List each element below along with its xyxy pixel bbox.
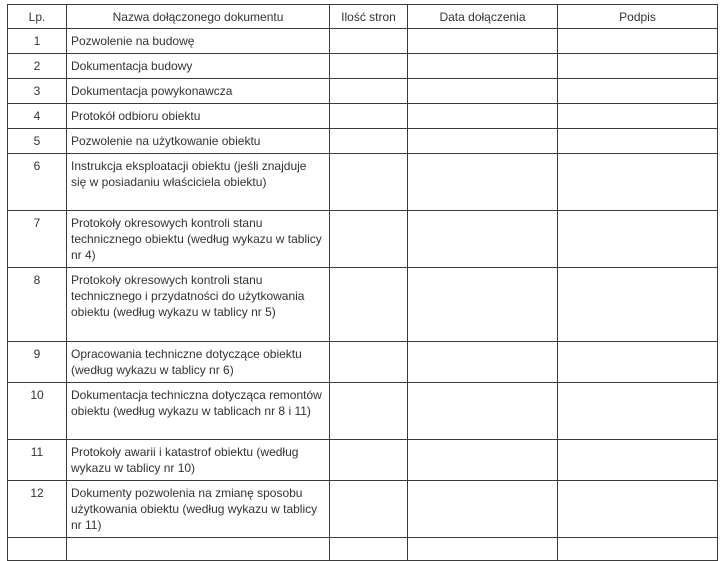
row-signature-cell (558, 129, 718, 154)
row-document-name (67, 538, 330, 561)
row-page-count-cell (330, 440, 408, 481)
row-date-cell (408, 54, 558, 79)
table-row (8, 79, 718, 104)
row-document-name: Dokumentacja powykonawcza (67, 79, 330, 104)
row-page-count-cell (330, 211, 408, 268)
row-document-name: Protokoły awarii i katastrof obiektu (według wykazu w tablicy nr 10) (67, 440, 330, 481)
row-signature-cell (558, 268, 718, 342)
row-page-count-cell (330, 129, 408, 154)
row-signature-cell (558, 104, 718, 129)
table-row (8, 383, 718, 440)
row-page-count-cell (330, 29, 408, 54)
row-document-name: Instrukcja eksploatacji obiektu (jeśli znajduje się w posiadaniu właściciela obiektu) (67, 154, 330, 211)
row-date-cell (408, 154, 558, 211)
table-header (8, 5, 718, 29)
row-page-count-cell (330, 154, 408, 211)
row-date-cell (408, 129, 558, 154)
row-lp: 6 (8, 154, 67, 211)
row-signature-cell (558, 342, 718, 383)
row-signature-cell (558, 79, 718, 104)
header-date-attached: Data dołączenia (408, 5, 558, 29)
row-lp: 7 (8, 211, 67, 268)
row-lp: 11 (8, 440, 67, 481)
table-row (8, 54, 718, 79)
row-document-name: Pozwolenie na użytkowanie obiektu (67, 129, 330, 154)
row-lp: 10 (8, 383, 67, 440)
table-row (8, 104, 718, 129)
row-date-cell (408, 29, 558, 54)
row-page-count-cell (330, 54, 408, 79)
row-document-name: Dokumenty pozwolenia na zmianę sposobu użytkowania obiektu (według wykazu w tablicy nr 11) (67, 481, 330, 538)
row-signature-cell (558, 154, 718, 211)
row-document-name: Protokoły okresowych kontroli stanu technicznego obiektu (według wykazu w tablicy nr 4) (67, 211, 330, 268)
table-row-empty (8, 538, 718, 561)
row-page-count-cell (330, 481, 408, 538)
row-date-cell (408, 383, 558, 440)
row-lp (8, 538, 67, 561)
row-lp: 12 (8, 481, 67, 538)
row-date-cell (408, 481, 558, 538)
row-signature-cell (558, 440, 718, 481)
table-body (8, 29, 718, 561)
table-row (8, 129, 718, 154)
row-date-cell (408, 538, 558, 561)
row-date-cell (408, 440, 558, 481)
header-signature: Podpis (558, 5, 718, 29)
row-lp: 9 (8, 342, 67, 383)
table-row (8, 29, 718, 54)
header-row (8, 5, 718, 29)
table-row (8, 481, 718, 538)
row-page-count-cell (330, 79, 408, 104)
row-lp: 5 (8, 129, 67, 154)
table-row (8, 342, 718, 383)
header-page-count: Ilość stron (330, 5, 408, 29)
row-lp: 3 (8, 79, 67, 104)
row-signature-cell (558, 29, 718, 54)
row-date-cell (408, 268, 558, 342)
row-document-name: Pozwolenie na budowę (67, 29, 330, 54)
row-lp: 2 (8, 54, 67, 79)
row-document-name: Dokumentacja budowy (67, 54, 330, 79)
row-date-cell (408, 104, 558, 129)
row-signature-cell (558, 54, 718, 79)
header-document-name: Nazwa dołączonego dokumentu (67, 5, 330, 29)
row-lp: 4 (8, 104, 67, 129)
row-date-cell (408, 79, 558, 104)
row-page-count-cell (330, 268, 408, 342)
row-lp: 1 (8, 29, 67, 54)
attached-documents-table (7, 4, 718, 561)
row-page-count-cell (330, 342, 408, 383)
row-document-name: Protokoły okresowych kontroli stanu technicznego i przydatności do użytkowania obiektu (według wykazu w tablicy nr 5) (67, 268, 330, 342)
row-signature-cell (558, 481, 718, 538)
row-page-count-cell (330, 383, 408, 440)
table-row (8, 154, 718, 211)
row-lp: 8 (8, 268, 67, 342)
row-document-name: Dokumentacja techniczna dotycząca remontów obiektu (według wykazu w tablicach nr 8 i 11) (67, 383, 330, 440)
table-row (8, 211, 718, 268)
row-signature-cell (558, 383, 718, 440)
row-document-name: Protokół odbioru obiektu (67, 104, 330, 129)
row-date-cell (408, 211, 558, 268)
table-row (8, 268, 718, 342)
row-document-name: Opracowania techniczne dotyczące obiektu (według wykazu w tablicy nr 6) (67, 342, 330, 383)
row-page-count-cell (330, 538, 408, 561)
row-signature-cell (558, 538, 718, 561)
header-lp: Lp. (8, 5, 67, 29)
row-signature-cell (558, 211, 718, 268)
row-page-count-cell (330, 104, 408, 129)
table-row (8, 440, 718, 481)
row-date-cell (408, 342, 558, 383)
